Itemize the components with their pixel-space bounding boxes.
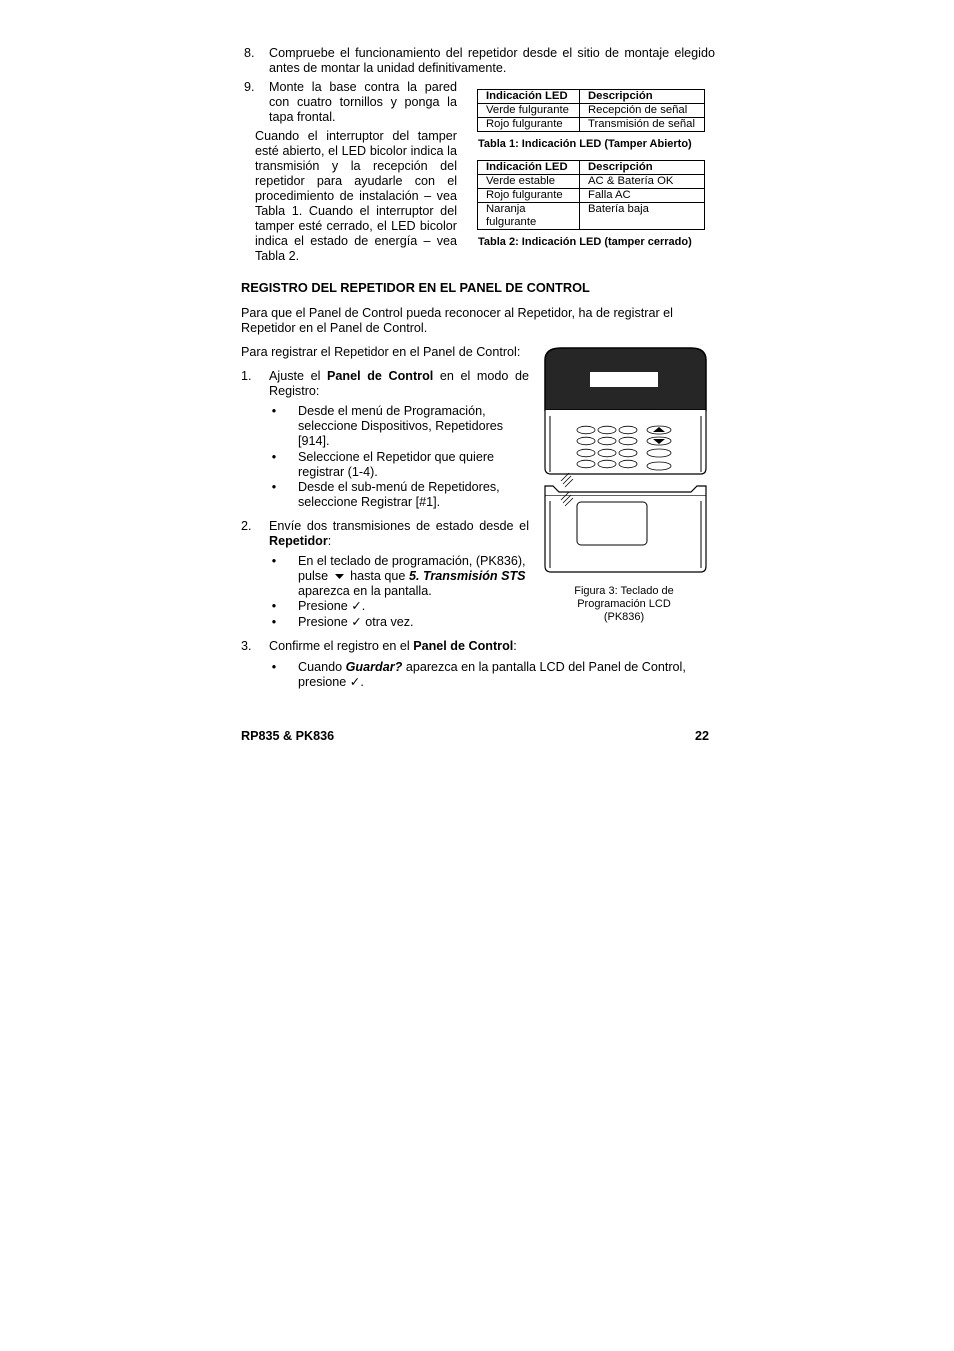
table2-cell: Rojo fulgurante (478, 189, 580, 203)
bullet: • (271, 660, 277, 674)
table1-cell: Recepción de señal (580, 104, 705, 118)
keypad-illustration (541, 346, 711, 576)
table2-cell: Batería baja (580, 203, 705, 230)
list-1-bullet-1: Desde el menú de Programación, seleccione Dispositivos, Repetidores [914]. (298, 404, 504, 448)
table2-cell: AC & Batería OK (580, 175, 705, 189)
list-2-text (269, 519, 529, 549)
list-3-b1-bold: Guardar? (345, 660, 403, 674)
table1-cell: Rojo fulgurante (478, 118, 580, 132)
table1-header-led: Indicación LED (478, 90, 580, 104)
list-3-b1-b: aparezca en la pantalla LCD del Panel de Control, presione ✓. (298, 660, 686, 689)
step-8-text: Compruebe el funcionamiento del repetidor desde el sitio de montaje elegido antes de montar la unidad definitivamente. (269, 46, 715, 75)
section-lead: Para registrar el Repetidor en el Panel de Control: (241, 345, 521, 359)
bullet: • (271, 599, 277, 613)
list-3-text (269, 639, 517, 654)
bullet: • (271, 450, 277, 464)
list-2-bullet-3: Presione ✓ otra vez. (298, 615, 414, 629)
list-3-post: : (513, 639, 517, 653)
list-2-number: 2. (241, 519, 252, 533)
bullet: • (271, 615, 277, 629)
table1-cell: Transmisión de señal (580, 118, 705, 132)
table2-caption: Tabla 2: Indicación LED (tamper cerrado) (478, 236, 692, 248)
table1-caption: Tabla 1: Indicación LED (Tamper Abierto) (478, 138, 692, 150)
list-3-bullet-1 (298, 660, 708, 690)
list-2-bold: Repetidor (269, 534, 328, 548)
list-2-bullet-2: Presione ✓. (298, 599, 366, 613)
table2-header-led: Indicación LED (478, 161, 580, 175)
step-9-number: 9. (244, 80, 255, 94)
table1-header-desc: Descripción (580, 90, 705, 104)
list-3-number: 3. (241, 639, 252, 653)
step-9-text: Monte la base contra la pared con cuatro tornillos y ponga la tapa frontal. (269, 80, 457, 124)
led-table-1 (477, 89, 705, 132)
list-2-b1-bold: 5. Transmisión STS (408, 569, 526, 583)
list-1-bullet-2: Seleccione el Repetidor que quiere registrar (1-4). (298, 450, 495, 479)
list-2-post: : (327, 534, 332, 548)
figure-caption: Figura 3: Teclado de Programación LCD (PK836) (574, 585, 674, 623)
table2-cell: Naranja fulgurante (478, 203, 580, 230)
table2-cell: Falla AC (580, 189, 705, 203)
list-2-bullet-1 (298, 554, 526, 599)
section-heading: REGISTRO DEL REPETIDOR EN EL PANEL DE CONTROL (241, 280, 590, 295)
table2-cell: Verde estable (478, 175, 580, 189)
list-2-b1-b: hasta que (350, 569, 406, 583)
footer-product: RP835 & PK836 (241, 729, 335, 743)
list-3-pre: Confirme el registro en el (269, 639, 410, 653)
table2-header-desc: Descripción (580, 161, 705, 175)
page-number: 22 (695, 729, 710, 743)
led-table-2 (477, 160, 705, 230)
list-2-b1-c: aparezca en la pantalla. (298, 584, 432, 599)
list-1-number: 1. (241, 369, 252, 383)
section-intro: Para que el Panel de Control pueda reconocer al Repetidor, ha de registrar el Repetidor en el Panel de Control. (241, 306, 673, 335)
list-1-bullet-3: Desde el sub-menú de Repetidores, seleccione Registrar [#1]. (298, 480, 500, 509)
list-3-bold: Panel de Control (413, 639, 514, 653)
bullet: • (271, 554, 277, 568)
step-9-paragraph: Cuando el interruptor del tamper esté abierto, el LED bicolor indica la transmisión y la recepción del repetidor para ayudarle con el procedimiento de instalación – vea Tabla 1. Cuando el interruptor del tamper esté cerrado, el LED bicolor indica el estado de energía – vea Tabla 2. (255, 129, 457, 263)
list-1-bold: Panel de Control (327, 369, 434, 383)
bullet: • (271, 480, 277, 494)
bullet: • (271, 404, 277, 418)
list-1-text (269, 369, 529, 399)
step-8-number: 8. (244, 46, 255, 60)
list-2-b1-a: En el teclado de programación, (PK836), pulse (298, 554, 526, 583)
list-3-b1-a: Cuando (298, 660, 343, 674)
list-1-post: en el modo de Registro: (269, 369, 530, 398)
list-2-pre: Envíe dos transmisiones de estado desde el (269, 519, 529, 533)
down-arrow-icon (335, 569, 344, 584)
list-1-pre: Ajuste el (269, 369, 321, 383)
keypad-drawing (541, 346, 711, 576)
table1-cell: Verde fulgurante (478, 104, 580, 118)
